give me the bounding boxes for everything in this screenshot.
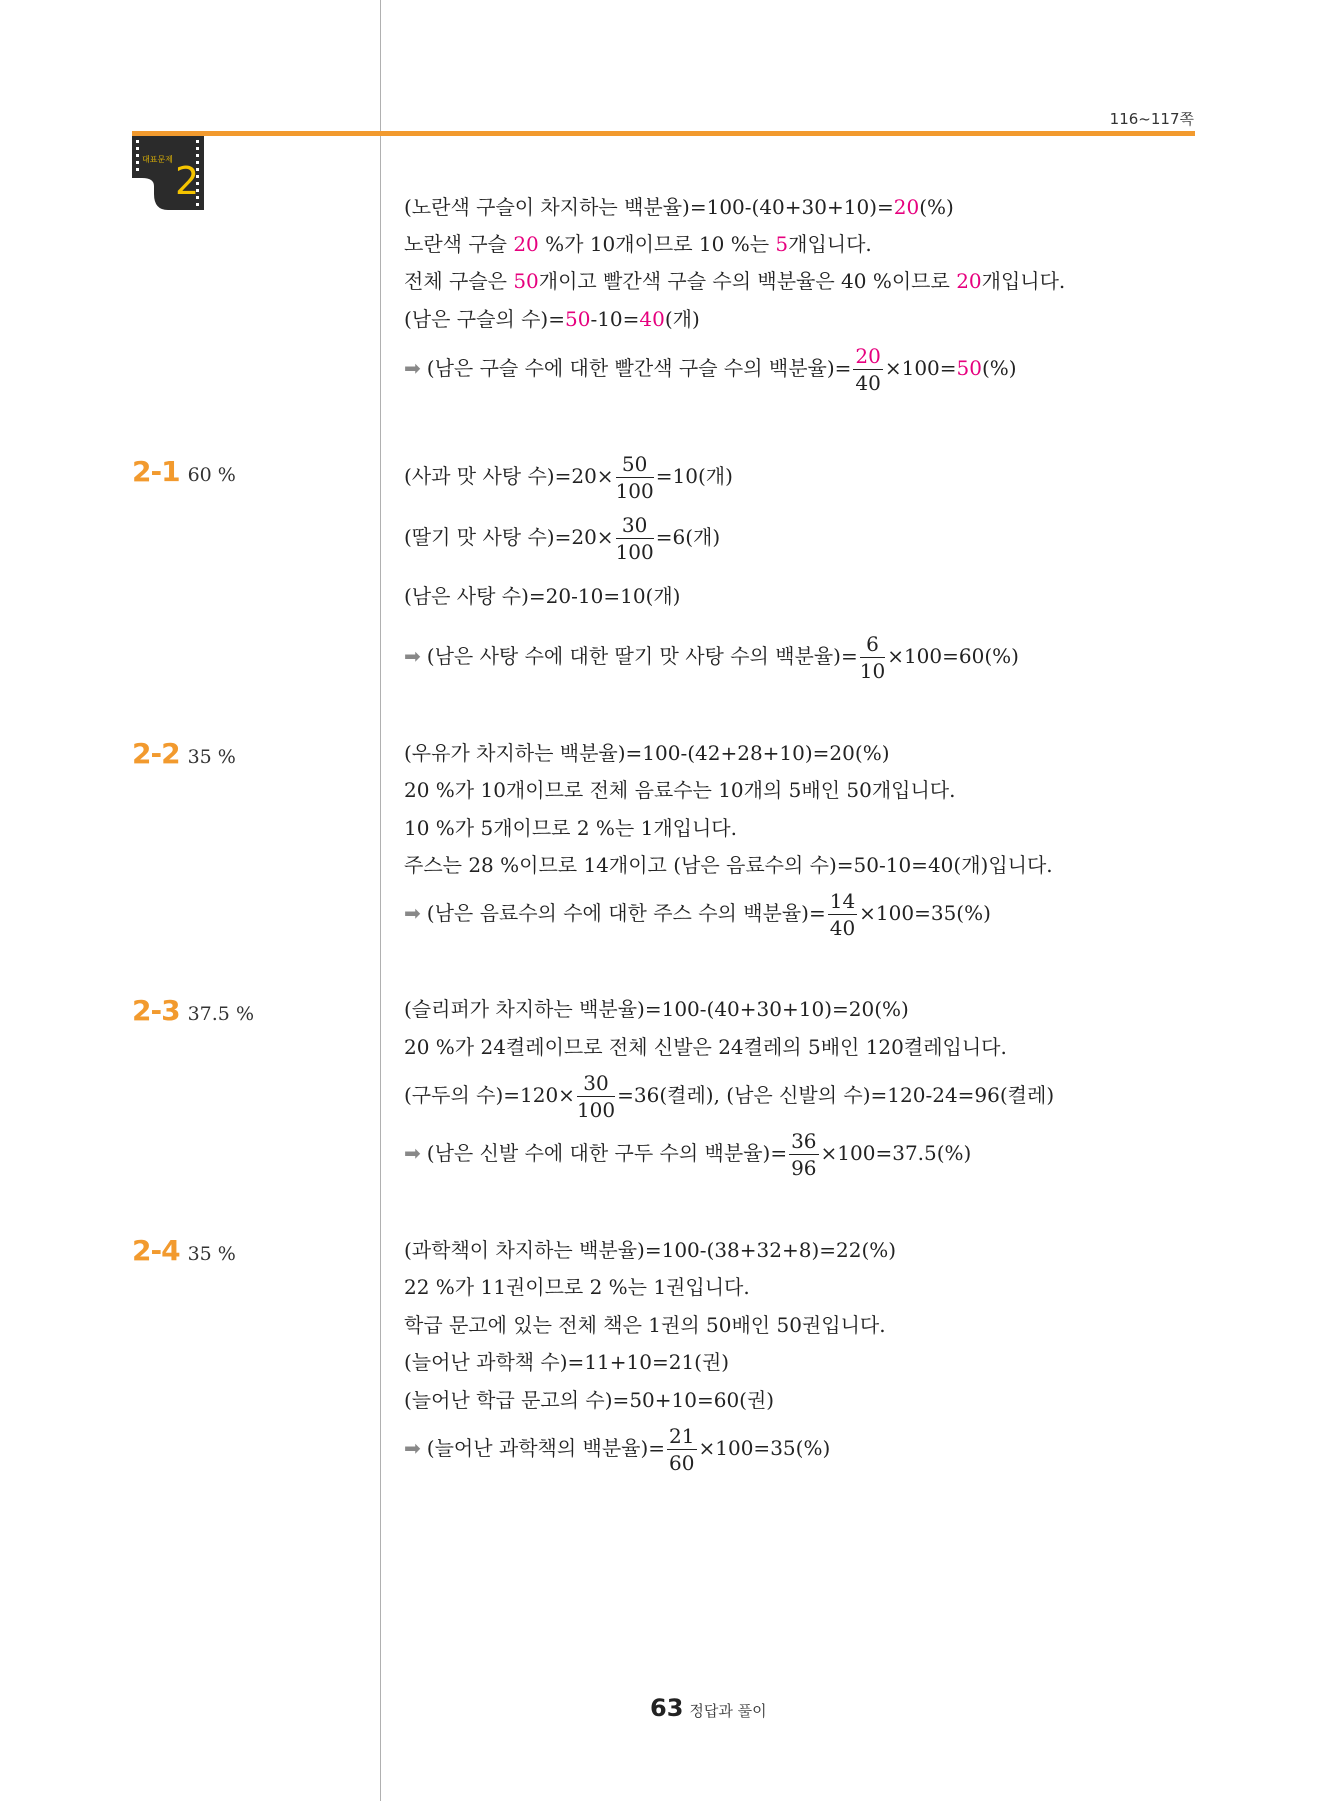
s2-line5: ➡ (남은 음료수의 수에 대한 주스 수의 백분율)= $\frac{14}{40}$ ×100=35(%) bbox=[404, 889, 991, 940]
s4-line2: 22 %가 11권이므로 2 %는 1권입니다. bbox=[404, 1275, 750, 1299]
fraction: $\frac{6}{10}$ bbox=[859, 632, 886, 683]
s2-line1: (우유가 차지하는 백분율)=100-(42+28+10)=20(%) bbox=[404, 741, 890, 765]
header-rule bbox=[132, 131, 1195, 136]
problem-label-2-4: 2-4 35 % bbox=[132, 1234, 236, 1267]
problem-label-2-2: 2-2 35 % bbox=[132, 737, 236, 770]
fraction: $\frac{20}{40}$ bbox=[855, 344, 881, 395]
badge-label: 대표문제 bbox=[142, 155, 173, 164]
s4-line6: ➡ (늘어난 과학책의 백분율)= $\frac{21}{60}$ ×100=35(%) bbox=[404, 1424, 831, 1475]
fraction: $\frac{36}{96}$ bbox=[791, 1129, 817, 1180]
s1-line4: ➡ (남은 사탕 수에 대한 딸기 맛 사탕 수의 백분율)= $\frac{6}{10}$ ×100=60(%) bbox=[404, 632, 1019, 683]
page-title: 정답과 풀이 bbox=[689, 1702, 767, 1720]
s2-line3: 10 %가 5개이므로 2 %는 1개입니다. bbox=[404, 816, 737, 840]
s0-line2: 노란색 구슬 20 %가 10개이므로 10 %는 5개입니다. bbox=[404, 232, 872, 256]
problem-label-2-3: 2-3 37.5 % bbox=[132, 994, 254, 1027]
s0-line4: (남은 구슬의 수)=50-10=40(개) bbox=[404, 307, 700, 331]
problem-label-2-1: 2-1 60 % bbox=[132, 455, 236, 488]
s0-line1: (노란색 구슬이 차지하는 백분율)=100-(40+30+10)=20(%) bbox=[404, 195, 954, 219]
s1-line2: (딸기 맛 사탕 수)=20× $\frac{30}{100}$ =6(개) bbox=[404, 513, 721, 564]
page-number: 63 bbox=[650, 1694, 684, 1722]
s4-line4: (늘어난 과학책 수)=11+10=21(권) bbox=[404, 1350, 730, 1374]
s3-line4: ➡ (남은 신발 수에 대한 구두 수의 백분율)= $\frac{36}{96}$ ×100=37.5(%) bbox=[404, 1129, 972, 1180]
arrow-icon: ➡ bbox=[404, 644, 421, 668]
s1-line1: (사과 맛 사탕 수)=20× $\frac{50}{100}$ =10(개) bbox=[404, 452, 733, 503]
s3-line1: (슬리퍼가 차지하는 백분율)=100-(40+30+10)=20(%) bbox=[404, 997, 909, 1021]
s0-line5: ➡ (남은 구슬 수에 대한 빨간색 구슬 수의 백분율)= $\frac{20}{40}$ ×100=50(%) bbox=[404, 344, 1017, 395]
fraction: $\frac{21}{60}$ bbox=[669, 1424, 695, 1475]
fraction: $\frac{14}{40}$ bbox=[829, 889, 856, 940]
center-divider bbox=[380, 0, 381, 1801]
s4-line5: (늘어난 학급 문고의 수)=50+10=60(권) bbox=[404, 1388, 775, 1412]
s4-line1: (과학책이 차지하는 백분율)=100-(38+32+8)=22(%) bbox=[404, 1238, 897, 1262]
page-footer bbox=[650, 1694, 767, 1722]
fraction: $\frac{50}{100}$ bbox=[615, 452, 654, 503]
section-badge bbox=[132, 136, 204, 210]
fraction: $\frac{30}{100}$ bbox=[576, 1071, 616, 1122]
arrow-icon: ➡ bbox=[404, 1436, 421, 1460]
s3-line2: 20 %가 24켤레이므로 전체 신발은 24켤레의 5배인 120켤레입니다. bbox=[404, 1035, 1007, 1059]
s2-line2: 20 %가 10개이므로 전체 음료수는 10개의 5배인 50개입니다. bbox=[404, 778, 956, 802]
page-range: 116~117쪽 bbox=[1109, 110, 1194, 128]
fraction: $\frac{30}{100}$ bbox=[615, 513, 654, 564]
s4-line3: 학급 문고에 있는 전체 책은 1권의 50배인 50권입니다. bbox=[404, 1313, 886, 1337]
s0-line3: 전체 구슬은 50개이고 빨간색 구슬 수의 백분율은 40 %이므로 20개입니다. bbox=[404, 269, 1066, 293]
arrow-icon: ➡ bbox=[404, 901, 421, 925]
s3-line3: (구두의 수)=120× $\frac{30}{100}$ =36(켤레), (남은 신발의 수)=120-24=96(켤레) bbox=[404, 1071, 1055, 1122]
s2-line4: 주스는 28 %이므로 14개이고 (남은 음료수의 수)=50-10=40(개)입니다. bbox=[404, 853, 1053, 877]
s1-line3: (남은 사탕 수)=20-10=10(개) bbox=[404, 584, 681, 608]
arrow-icon: ➡ bbox=[404, 356, 421, 380]
badge-number: 2 bbox=[175, 159, 200, 203]
arrow-icon: ➡ bbox=[404, 1141, 421, 1165]
